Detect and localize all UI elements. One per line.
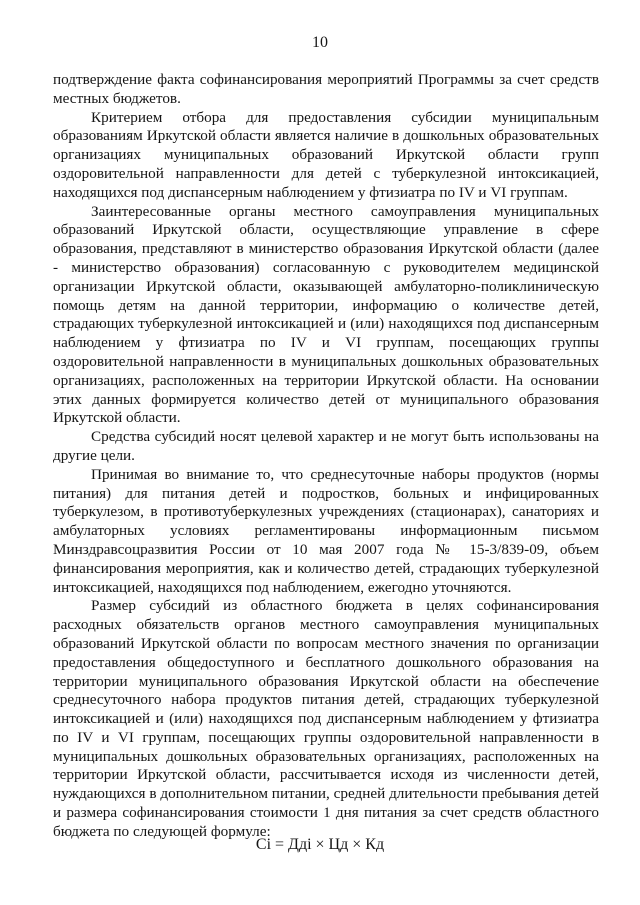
- paragraph-nutrition-norms: Принимая во внимание то, что среднесуточные наборы продуктов (нормы питания) для питания детей и подростков, больных и инфицированных туберкулезом, в противотуберкулезных учреждениях (стационарах), санаториях и амбулаторных условиях регламентированы информационным письмом Минздравсоцразвития России от 10 мая 2007 года № 15-3/839-09, объем финансирования мероприятия, как и количество детей, страдающих туберкулезной интоксикацией, находящихся под наблюдением, ежегодно уточняются.: [53, 465, 599, 596]
- subsidy-formula: Сi = Ддi × Цд × Кд: [255, 836, 385, 853]
- paragraph-local-authorities: Заинтересованные органы местного самоуправления муниципальных образований Иркутской области, осуществляющие управление в сфере образования, представляют в министерство образования Иркутской области (далее - министерство образования) согласованную с руководителем медицинской организации Иркутской области, оказывающей амбулаторно-поликлиническую помощь детям на данной территории, информацию о количестве детей, страдающих туберкулезной интоксикацией и (или) находящихся под диспансерным наблюдением у фтизиатра по IV и VI группам, посещающих группы оздоровительной направленности в муниципальных дошкольных образовательных организациях, расположенных на территории Иркутской области. На основании этих данных формируется количество детей от муниципального образования Иркутской области.: [53, 202, 599, 427]
- page-number: 10: [312, 34, 328, 51]
- paragraph-targeted-funds: Средства субсидий носят целевой характер и не могут быть использованы на другие цели.: [53, 428, 599, 464]
- paragraph-continuation: подтверждение факта софинансирования мероприятий Программы за счет средств местных бюджетов.: [53, 71, 599, 107]
- paragraph-subsidy-size: Размер субсидий из областного бюджета в целях софинансирования расходных обязательств органов местного самоуправления муниципальных образований Иркутской области по вопросам местного значения по организации предоставления общедоступного и бесплатного дошкольного образования на территории муниципального образования Иркутской области на обеспечение среднесуточного набора продуктов питания детей, страдающих туберкулезной интоксикацией и (или) находящихся под диспансерным наблюдением у фтизиатра по IV и VI группам, посещающих группы оздоровительной направленности в муниципальных дошкольных образовательных организациях, расположенных на территории Иркутской области, рассчитывается исходя из численности детей, нуждающихся в дополнительном питании, средней длительности пребывания детей и размера софинансирования стоимости 1 дня питания за счет средств областного бюджета по следующей формуле:: [53, 597, 599, 840]
- paragraph-selection-criterion: Критерием отбора для предоставления субсидии муниципальным образованиям Иркутской области является наличие в дошкольных образовательных организациях муниципальных образований Иркутской области групп оздоровительной направленности для детей с туберкулезной интоксикацией, находящихся под диспансерным наблюдением у фтизиатра по IV и VI группам.: [53, 108, 599, 201]
- body-text: [53, 71, 599, 842]
